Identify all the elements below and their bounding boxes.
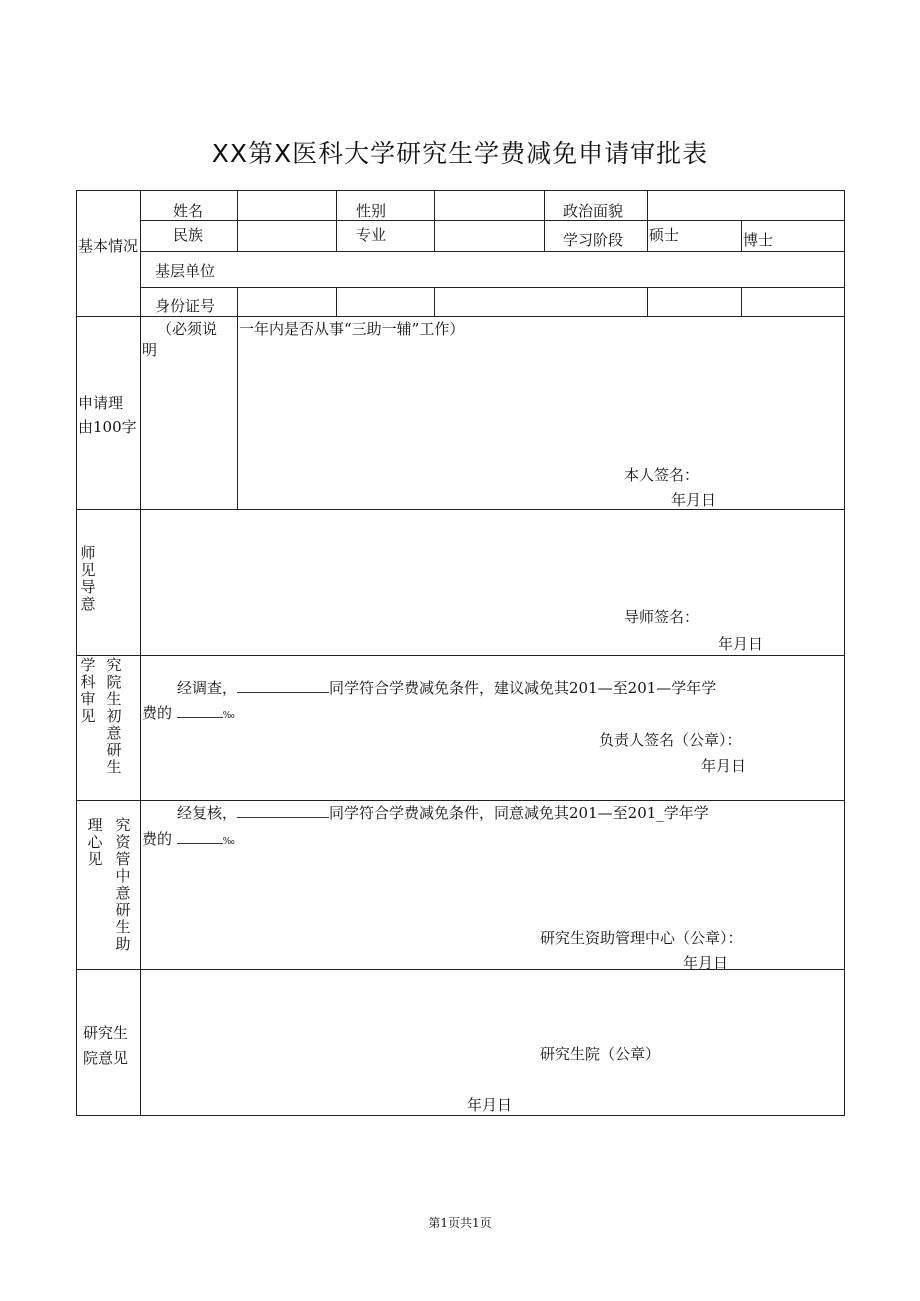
grid-line xyxy=(76,655,845,656)
discipline-text-1: 经调查， xyxy=(177,679,238,697)
section-label-reason-1: 申请理 xyxy=(78,394,124,412)
percentage-blank-2[interactable] xyxy=(177,833,223,844)
grid-line xyxy=(237,190,238,252)
grid-line xyxy=(76,316,845,317)
label-gender: 性别 xyxy=(356,202,387,220)
aid-text-line-1 xyxy=(177,803,709,822)
applicant-signature-label: 本人签名： xyxy=(624,466,700,484)
grid-line xyxy=(140,251,845,252)
grid-line xyxy=(76,190,845,191)
applicant-date-label: 年月日 xyxy=(671,491,717,509)
section-label-grad-2: 院意见 xyxy=(83,1049,129,1067)
aid-text-line-2 xyxy=(142,830,235,851)
discipline-text-4: ‰ xyxy=(222,711,235,721)
grid-line xyxy=(76,1115,845,1116)
grid-line xyxy=(741,287,742,317)
option-doctor: 博士 xyxy=(743,231,774,249)
discipline-text-2: 同学符合学费减免条件，建议减免其201—至201—学年学 xyxy=(329,679,717,697)
student-name-blank-2[interactable] xyxy=(237,803,329,818)
option-master: 硕士 xyxy=(649,226,680,244)
page-footer: 第1页共1页 xyxy=(428,1216,492,1230)
reason-note-1: （必须说 xyxy=(157,320,218,338)
grid-line xyxy=(140,287,845,288)
aid-text-4: ‰ xyxy=(222,837,235,847)
grid-line xyxy=(434,287,435,317)
tutor-date-label: 年月日 xyxy=(718,635,764,653)
section-label-grad-1: 研究生 xyxy=(83,1024,129,1042)
section-label-basic: 基本情况 xyxy=(78,237,139,255)
discipline-text-line-2 xyxy=(142,704,235,725)
aid-text-2: 同学符合学费减免条件，同意减免其201—至201_学年学 xyxy=(329,804,709,822)
grid-line xyxy=(76,190,77,1116)
grid-line xyxy=(140,190,141,1116)
reason-note-3: 一年内是否从事“三助一辅”工作） xyxy=(239,320,465,338)
grid-line xyxy=(434,190,435,252)
grad-date-label: 年月日 xyxy=(467,1096,513,1114)
aid-date-label: 年月日 xyxy=(683,954,729,972)
grad-signature-label: 研究生院（公章） xyxy=(540,1045,661,1063)
section-label-discipline-2: 究院生初意研生 xyxy=(106,656,122,776)
grid-line xyxy=(647,190,648,252)
section-label-tutor: 师见导意 xyxy=(80,544,96,613)
page-title: XX第X医科大学研究生学费减免申请审批表 xyxy=(211,139,709,168)
label-major: 专业 xyxy=(356,226,387,244)
student-name-blank[interactable] xyxy=(237,678,329,693)
aid-signature-label: 研究生资助管理中心（公章）： xyxy=(540,929,743,947)
label-id-number: 身份证号 xyxy=(155,297,216,315)
discipline-signature-label: 负责人签名（公章）： xyxy=(599,731,742,749)
discipline-text-3: 费的 xyxy=(142,704,173,722)
discipline-date-label: 年月日 xyxy=(701,757,747,775)
section-label-aid-2: 究资管中意研生助 xyxy=(115,816,131,953)
label-name: 姓名 xyxy=(173,202,204,220)
grid-line xyxy=(76,509,845,510)
label-unit: 基层单位 xyxy=(155,262,216,280)
percentage-blank[interactable] xyxy=(177,707,223,718)
grid-line xyxy=(140,220,845,221)
grid-line xyxy=(844,190,845,1116)
grid-line xyxy=(336,287,337,317)
section-label-aid-1: 理心见 xyxy=(87,816,103,868)
tutor-signature-label: 导师签名： xyxy=(624,608,700,626)
label-ethnicity: 民族 xyxy=(173,226,204,244)
label-study-stage: 学习阶段 xyxy=(563,231,624,249)
grid-line xyxy=(741,220,742,252)
section-label-discipline-1: 学科审见 xyxy=(80,656,96,725)
section-label-reason-2: 由100字 xyxy=(78,418,137,436)
aid-text-3: 费的 xyxy=(142,830,173,848)
reason-note-2: 明 xyxy=(142,341,158,359)
grid-line xyxy=(237,287,238,509)
grid-line xyxy=(76,800,845,801)
label-political-status: 政治面貌 xyxy=(563,202,624,220)
grid-line xyxy=(76,969,845,970)
discipline-text-line-1 xyxy=(177,678,716,697)
grid-line xyxy=(544,190,545,252)
aid-text-1: 经复核， xyxy=(177,804,238,822)
grid-line xyxy=(336,190,337,252)
grid-line xyxy=(647,287,648,317)
